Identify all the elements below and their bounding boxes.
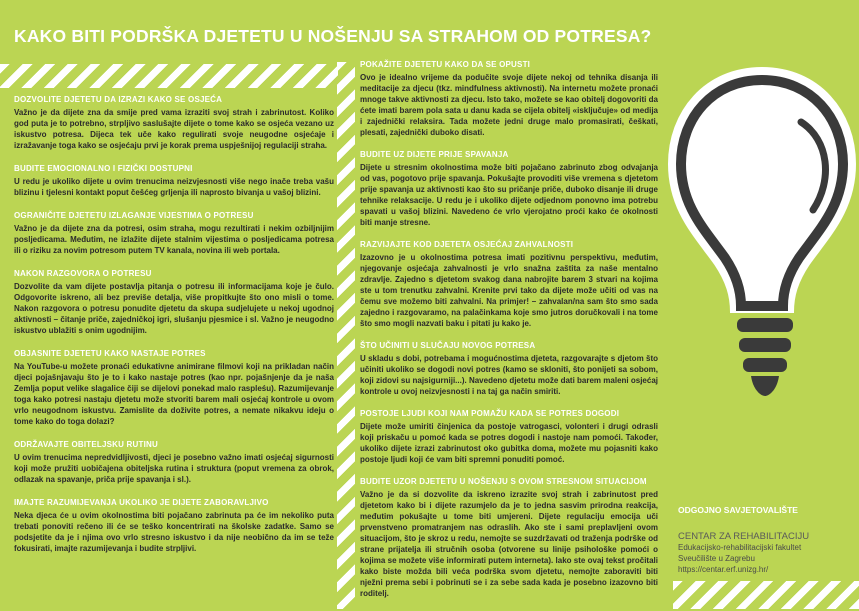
- stripe-decoration-left-column: [337, 62, 355, 609]
- section-title: BUDITE UZ DIJETE PRIJE SPAVANJA: [360, 150, 509, 159]
- section-title: NAKON RAZGOVORA O POTRESU: [14, 269, 152, 278]
- left-column: [14, 95, 334, 567]
- section-title: OBJASNITE DJETETU KAKO NASTAJE POTRES: [14, 349, 206, 358]
- section-body: Važno je da dijete zna da smije pred vama izraziti svoj strah i zabrinutost. Koliko god puta je to potrebno, strpljivo saslušajte dijete o tome kako se osjeća vezano uz iskustvo potresa. Dijeca tek uče kako regulirati svoje neugodne osjećaje i izražavanje toga kako se osjećaju prvi je korak prema uspješnijoj regulaciji straha.: [14, 108, 334, 150]
- section-title: BUDITE UZOR DJETETU U NOŠENJU S OVOM STRESNOM SITUACIJOM: [360, 477, 647, 486]
- section-body: U skladu s dobi, potrebama i mogućnostima djeteta, razgovarajte s djetom što učiniti ukoliko se dogodi novi potres (kamo se skloniti, što ponijeti sa sobom, koji zidovi su najsigurniji...). Navedeno djetetu može dati barem maleni osjećaj kontrole u ovoj neizvjesnosti i na taj ga način smiriti.: [360, 354, 658, 396]
- stripe-decoration-bottom-right: [673, 581, 859, 609]
- section-body: Na YouTube-u možete pronaći edukativne animirane filmovi koji na prikladan način djeci pojašnjavaju što je to i kako nastaje potres (kao npr. pojašnjenje da je naša Zemlja poput velike slagalice čiji se dijelovi ponekad malo raspleśu). Razumijevanje toga kako potresi nastaju djetetu može stvoriti barem mali osjećaj kontrole u ovom vrlo neugodnom iskustvu. Zamislite da doživite potres, a nemate nikakvu ideju o tome kako do toga dolazi?: [14, 362, 334, 426]
- section-body: Izazovno je u okolnostima potresa imati pozitivnu perspektivu, međutim, njegovanje osjećaja zahvalnosti je vrlo snažna zaštita za naše mentalno zdravlje. Zajedno s djetetom svakog dana nabrojite barem 3 stvari na kojima ste u tom trenutku zahvalni. Krenite prvi tako da dijete može učiti od vas na čemu sve možemo biti zahvalni. Na primjer! – zahvalan/na sam što smo sada zajedno i razgovaramo, na palačinkama koje smo jutros doručkovali i na tome što smo mogli nazvati baku i pitati ju kako je.: [360, 253, 658, 328]
- section-title: ODRŽAVAJTE OBITELJSKU RUTINU: [14, 440, 158, 449]
- section-role-model: [360, 477, 658, 599]
- section-body: Dozvolite da vam dijete postavlja pitanja o potresu ili informacijama koje je čulo. Odgovorite iskreno, ali bez previše detalja, više propitkujte što ono misli o tome. Nakon razgovora o potresu ponudite djetetu da skupa sudjelujete u nekoj ugodnoj aktivnosti – čitanje priče, zajedničkoj igri, slušanju pjesmice i sl. Važno je neugodno iskustvo ublažiti s onim ugodnijim.: [14, 282, 334, 335]
- section-bedtime: [360, 150, 658, 228]
- section-body: Dijete u stresnim okolnostima može biti pojačano zabrinuto zbog odvajanja od vas, pogotovo prije spavanja. Pokušajte provoditi više vremena s djetetom prije spavanja uz aktivnosti kao što su pričanje priče, duboko disanje ili druge tehnike relaksacije. U redu je i ukoliko dijete odjednom ponovno ima potrebu spavati u vašoj blizini. Navedeno će vrlo vjerojatno proći kako će okolnosti biti manje stresne.: [360, 163, 658, 227]
- section-title: DOZVOLITE DJETETU DA IZRAZI KAKO SE OSJEĆA: [14, 95, 223, 104]
- section-body: U redu je ukoliko dijete u ovim trenucima neizvjesnosti više nego inače treba vašu blizinu i tjelesni kontakt poput češćeg grljenja ili naprosto bivanja u vašoj blizini.: [14, 177, 334, 197]
- section-helpers: [360, 409, 658, 465]
- section-forgetful-child: [14, 498, 334, 554]
- section-title: IMAJTE RAZUMIJEVANJA UKOLIKO JE DIJETE ZABORAVLJIVO: [14, 498, 269, 507]
- section-express-feelings: [14, 95, 334, 151]
- section-body: U ovim trenucima nepredvidljivosti, djeci je posebno važno imati osjećaj sigurnosti koji može pružiti uobičajena obiteljska rutina i struktura (poput vremena za obrok, odlazak na spavanje, priča prije spavanja i sl.).: [14, 453, 334, 484]
- section-family-routine: [14, 440, 334, 485]
- contact-block: [678, 505, 856, 575]
- section-after-conversation: [14, 269, 334, 336]
- section-be-available: [14, 164, 334, 198]
- section-title: OGRANIČITE DJETETU IZLAGANJE VIJESTIMA O POTRESU: [14, 211, 254, 220]
- section-title: ŠTO UČINITI U SLUČAJU NOVOG POTRESA: [360, 341, 536, 350]
- section-body: Dijete može umiriti činjenica da postoje vatrogasci, volonteri i drugi odrasli koji priskaču u pomoć kada se potres dogodi i nastoje nam pomoći. Također, ukoliko dijete izrazi zabrinutost oko gubitka doma, možete mu pojasniti kako postoje ljudi koji će vam biti spremni ponuditi pomoć.: [360, 422, 658, 464]
- section-new-earthquake: [360, 341, 658, 397]
- section-title: RAZVIJAJTE KOD DJETETA OSJEĆAJ ZAHVALNOSTI: [360, 240, 574, 249]
- section-gratitude: [360, 240, 658, 329]
- page-title: KAKO BITI PODRŠKA DJETETU U NOŠENJU SA STRAHOM OD POTRESA?: [14, 26, 652, 46]
- section-body: Važno je da si dozvolite da iskreno izrazite svoj strah i zabrinutost pred djetetom kako bi i dijete razumjelo da je to jedna sasvim prirodna reakcija, međutim pokušajte u tome biti umjereni. Dijete regulaciju emocija uči prvenstveno promatranjem nas odraslih. Ako ste i sami preplavljeni ovom situacijom, što je skroz u redu, nemojte se suzdržavati od traženja podrške od strane prijatelja ili stručnih osoba (otvorene su linije psihološke pomoći o kojima se možete više informirati putem interneta). Iako ste ovaj tekst pročitali kako biste možda bili veća podrška svom djetetu, nemojte zaboraviti biti nježni prema sebi i pobrinuti se i za sebe sada kada je posebno izazovno biti roditelj.: [360, 490, 658, 598]
- section-body: Važno je da dijete zna da potresi, osim straha, mogu rezultirati i nekim ozbiljnijim posljedicama. Međutim, ne izlažite dijete stalnim vijestima o posljedicama potresa ili o riziku za novim potresom putem TV kanala, novina ili web portala.: [14, 224, 334, 255]
- section-explain-earthquake: [14, 349, 334, 427]
- light-bulb-icon: [665, 60, 859, 420]
- section-relax: [360, 60, 658, 138]
- section-title: POKAŽITE DJETETU KAKO DA SE OPUSTI: [360, 60, 531, 69]
- section-title: POSTOJE LJUDI KOJI NAM POMAŽU KADA SE POTRES DOGODI: [360, 409, 620, 418]
- contact-faculty: Edukacijsko-rehabilitacijski fakultet: [678, 543, 802, 552]
- section-body: Ovo je idealno vrijeme da podučite svoje dijete nekoj od tehnika disanja ili meditacije za djecu (tkz. mindfulness aktivnosti). Na internetu možete pronaći mnoge takve aktivnosti za djecu. Isto tako, možete se kao obitelj dogovoriti da ćete imati barem pola sata u danu kada se cijela obitelj «isključuje» od medija i zajednički relaksira. Tada možete jedni druge malo promasirati, češkati, plesati, zajednički duboko disati.: [360, 73, 658, 137]
- contact-title: ODGOJNO SAVJETOVALIŠTE: [678, 505, 798, 515]
- contact-org: CENTAR ZA REHABILITACIJU: [678, 531, 810, 542]
- stripe-decoration-top-left: [0, 64, 338, 88]
- contact-university: Sveučilište u Zagrebu: [678, 554, 755, 563]
- section-body: Neka djeca će u ovim okolnostima biti pojačano zabrinuta pa će im nekoliko puta trebati ponoviti rečeno ili će se teško koncentrirati na školske zadatke. Samo se podsjetite da je i njima ovo vrlo stresno iskustvo i da nije neobično da im se teže fokusirati, imajte razumijevanja i budite strpljivi.: [14, 511, 334, 553]
- contact-url-link[interactable]: https://centar.erf.unizg.hr/: [678, 565, 769, 574]
- section-title: BUDITE EMOCIONALNO I FIZIČKI DOSTUPNI: [14, 164, 193, 173]
- section-limit-news: [14, 211, 334, 256]
- middle-column: [360, 60, 658, 611]
